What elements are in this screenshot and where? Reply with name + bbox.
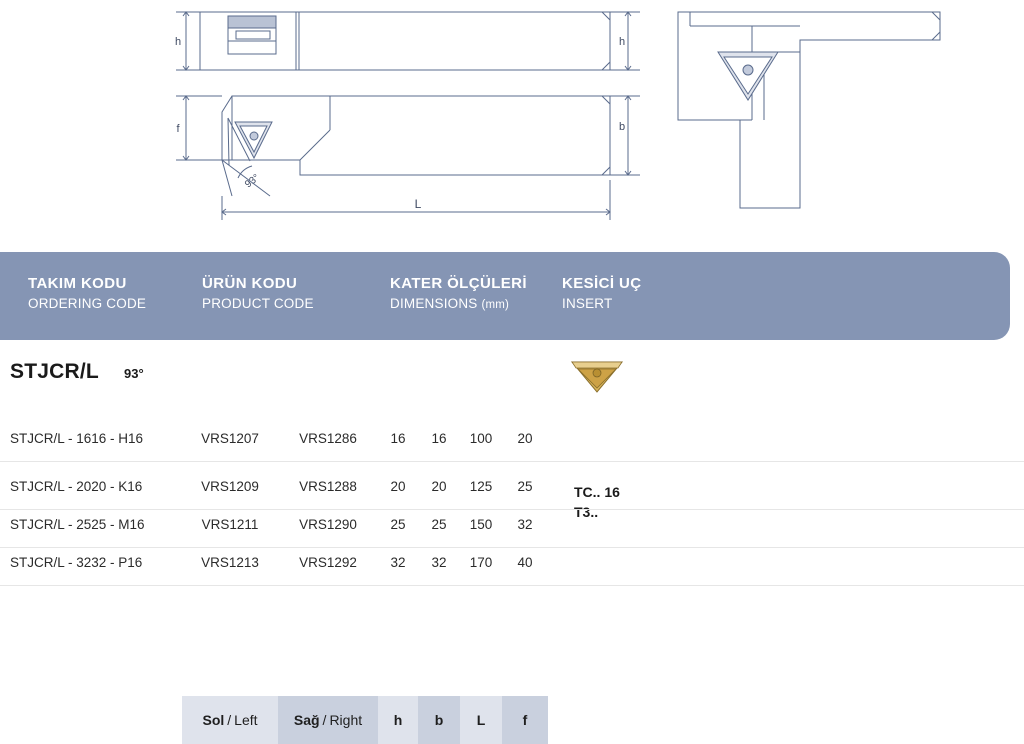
cell-ordering-code: STJCR/L - 1616 - H16 [10,430,144,446]
subheader-right-hand [278,696,378,744]
subheader-dim-b-label: b [434,712,444,728]
header-ordering-code-en: ORDERING CODE [28,296,147,311]
subheader-left-sep: / [227,712,232,728]
subheader-dim-h-label: h [393,712,403,728]
header-insert-en: INSERT [562,296,613,311]
subheader-right-en: Right [329,712,363,728]
cell-dim-h: 20 [390,478,406,494]
triangular-insert-icon [566,352,628,396]
technical-drawing [0,0,1024,240]
family-name: STJCR/L [10,360,99,383]
cell-dim-h: 32 [390,554,406,570]
header-dimensions-tr: KATER ÖLÇÜLERİ [390,275,527,292]
cell-dim-b: 32 [431,554,447,570]
cell-dim-h: 25 [390,516,406,532]
cell-ordering-code: STJCR/L - 2020 - K16 [10,478,143,494]
cell-dim-f: 25 [517,478,533,494]
subheader-right-sep: / [322,712,327,728]
svg-text:b: b [618,121,626,133]
cell-ordering-code: STJCR/L - 2525 - M16 [10,516,145,532]
subheader-dim-f [502,696,548,744]
cell-product-right: VRS1292 [299,554,357,570]
subheader-left-en: Left [234,712,258,728]
cell-product-left: VRS1211 [201,516,259,532]
subheader-dim-f-label: f [522,712,528,728]
cell-ordering-code: STJCR/L - 3232 - P16 [10,554,143,570]
subheader-dim-l-label: L [476,712,486,728]
table-header-band [0,252,1010,340]
subheader-left-hand [182,696,278,744]
cell-dim-l: 170 [469,554,493,570]
svg-text:f: f [176,123,180,135]
header-dimensions-unit: (mm) [481,299,510,311]
cell-dim-b: 25 [431,516,447,532]
svg-text:h: h [618,36,626,48]
svg-text:93°: 93° [243,172,262,191]
cell-dim-l: 125 [469,478,493,494]
header-ordering-code [28,274,146,313]
table-row[interactable] [0,414,1024,462]
cell-dim-f: 40 [517,554,533,570]
cell-product-right: VRS1290 [299,516,357,532]
family-angle: 93° [124,366,144,381]
subheader-right-tr: Sağ [293,712,320,728]
cell-dim-b: 20 [431,478,447,494]
svg-text:L: L [414,197,422,211]
cell-product-left: VRS1209 [201,478,259,494]
header-product-code [202,274,314,313]
cell-product-right: VRS1286 [299,430,357,446]
header-ordering-code-tr: TAKIM KODU [28,275,127,292]
header-dimensions-en-text: DIMENSIONS [390,296,478,311]
svg-text:h: h [174,36,182,48]
subheader-dim-b [418,696,460,744]
cell-product-left: VRS1213 [201,554,259,570]
cell-dim-h: 16 [390,430,406,446]
cell-dim-f: 20 [517,430,533,446]
insert-designation-line2: T3.. [574,504,599,520]
header-dimensions [390,274,527,315]
cell-dim-b: 16 [431,430,447,446]
insert-designation-line1: TC.. 16 [574,484,620,500]
subheader-dim-h [378,696,418,744]
table-row[interactable] [0,538,1024,586]
header-insert [562,274,641,313]
cell-product-left: VRS1207 [201,430,259,446]
header-product-code-tr: ÜRÜN KODU [202,275,298,292]
cell-product-right: VRS1288 [299,478,357,494]
subheader-dim-l [460,696,502,744]
header-product-code-en: PRODUCT CODE [202,296,314,311]
cell-dim-l: 100 [469,430,493,446]
cell-dim-l: 150 [469,516,493,532]
header-insert-tr: KESİCİ UÇ [562,275,642,292]
cell-dim-f: 32 [517,516,533,532]
subheader-left-tr: Sol [202,712,225,728]
header-dimensions-en [390,294,527,315]
